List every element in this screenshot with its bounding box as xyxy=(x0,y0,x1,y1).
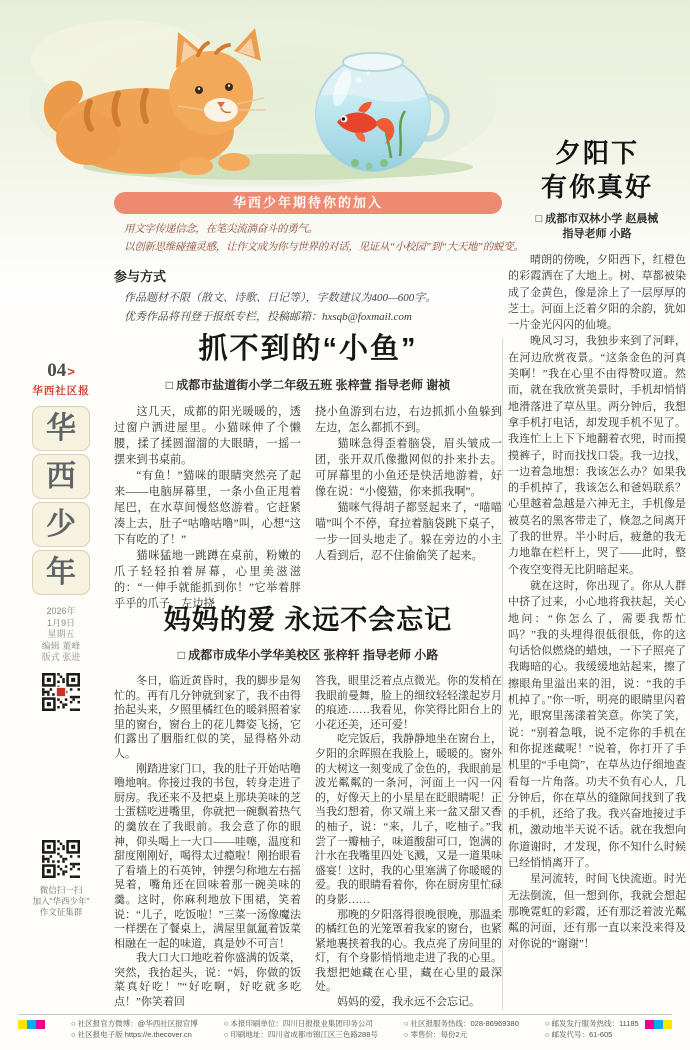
method-line: 优秀作品将刊登于报纸专栏，投稿邮箱：hxsqb@foxmail.com xyxy=(124,310,412,323)
nameplate-character: 年 xyxy=(32,550,90,595)
footer-line: ○ 社区报电子版 https://e.thecover.cn xyxy=(71,1029,192,1039)
article-fish-byline: □ 成都市盐道街小学二年级五班 张梓萱 指导老师 谢祯 xyxy=(165,378,451,392)
invite-banner: 华西少年期待你的加入 xyxy=(114,192,502,214)
paragraph: 晚风习习，我独步来到了河畔，在河边欣赏夜景。“这条金色的河真美啊！”我在心里不由得赞叹道。然而，就在我欣赏美景时，手机却悄悄地滑落进了草丛里。两分钟后，我想拿手机打电话，却发现手机不见了。我连忙上上下下地翻着衣兜，时而摸摸裤子，时而找找口袋。我一边找，一边着急地想：我该怎么办？如果我的手机掉了，我该怎么和爸妈联系？心里越着急越是六神无主，手机像是被莫名的黑客带走了，倏忽之间离开了我的世界。半小时后，疲惫的我无力地靠在栏杆上，哭了——此时，整个夜空变得无比阴暗起来。 xyxy=(508,335,686,576)
paragraph: 猫咪急得歪着脑袋，眉头皱成一团，张开双爪像撒网似的扑来扑去。可屏幕里的小鱼还是快活地游着，好像在说：“小傻猫，你来抓我啊”。 xyxy=(315,438,502,498)
page-number: 04> xyxy=(47,360,75,381)
article-fish-title: 抓不到的“小鱼” xyxy=(198,333,418,365)
article-fish-columns xyxy=(114,404,502,618)
submission-invite xyxy=(114,192,524,326)
column-divider xyxy=(502,338,503,1010)
wechat-qr-block xyxy=(12,840,110,918)
qr-caption-line: 作文征集群 xyxy=(39,907,83,917)
registration-mark xyxy=(36,1020,45,1029)
paragraph: 晴朗的傍晚，夕阳西下，红橙色的彩霞洒在了大地上。树、草都被染成了金黄色，像是涂上了一层厚厚的芝士。河面上泛着夕阳的余韵，犹如一片金光闪闪的仙境。 xyxy=(508,254,686,332)
date-line: 星期五 xyxy=(47,629,75,639)
qr-caption-line: 微信扫一扫 xyxy=(39,885,83,895)
masthead-sidebar xyxy=(12,362,110,711)
footer-line: ○ 邮发代号：61-605 xyxy=(544,1029,613,1039)
registration-mark xyxy=(27,1020,36,1029)
paragraph: 吃完饭后，我静静地坐在窗台上，夕阳的余晖照在我脸上，暖暖的。窗外的大树这一刻变成了金色的，我眼前是波光粼粼的一条河，河面上一闪一闪的，好像天上的小星星在眨眼睛呢！正当我幻想着，你又端上来一盆又甜又香的柚子，说：“来，儿子，吃柚子。”我尝了一瓣柚子，味道酸甜可口，饱满的汁水在我嘴里四处飞溅，又是一道果味盛宴！这时，我的心里塞满了你暖暖的爱。我的眼睛看着你，你在厨房里忙碌的身影…… xyxy=(315,733,502,906)
arrow-icon: > xyxy=(67,364,75,379)
article-sunset-byline: □ 成都市双林小学 赵晨械 指导老师 小路 xyxy=(535,213,659,240)
paragraph: “有鱼！”猫咪的眼睛突然亮了起来——电脑屏幕里，一条小鱼正甩着尾巴，在水草间慢悠悠游着。它赶紧凑上去，肚子“咕噜咕噜”叫，心想“这下有吃的了！” xyxy=(114,470,301,546)
date-line: 2026年 xyxy=(46,606,76,616)
qr-caption xyxy=(12,885,110,918)
masthead-nameplate xyxy=(32,406,90,595)
invite-slogans xyxy=(114,221,524,257)
text-column xyxy=(114,404,301,618)
nameplate-character: 西 xyxy=(32,454,90,499)
article-mom-columns xyxy=(114,674,502,1028)
footer-line: ○ 邮发发行服务热线：11185 xyxy=(544,1019,639,1028)
date-editor-block xyxy=(12,606,110,664)
footer-line: ○ 零售价：每份2元 xyxy=(403,1029,468,1039)
nameplate-character: 华 xyxy=(32,406,90,451)
article-sunset-title: 夕阳下 有你真好 xyxy=(540,138,653,202)
footer-line: ○ 印刷地址：四川省成都市锦江区三色路288号 xyxy=(223,1029,378,1039)
article-mom-title: 妈妈的爱 永远不会忘记 xyxy=(163,605,453,635)
slogan-line: 用文字传递信念，在笔尖流淌奋斗的勇气。 xyxy=(124,224,318,235)
qr-code-community xyxy=(42,673,80,711)
registration-mark xyxy=(654,1020,663,1029)
qr-caption-line: 加入“华西少年” xyxy=(32,896,90,906)
date-line: 版式 张进 xyxy=(41,652,81,662)
registration-marks-right xyxy=(645,1020,672,1029)
slogan-line: 以创新思维碰撞灵感，让作文成为你与世界的对话，见证从“小校园”到“大天地”的蜕变。 xyxy=(124,242,524,253)
registration-marks-left xyxy=(18,1020,45,1029)
footer-line: ○ 社区报服务热线：028-86969380 xyxy=(403,1019,519,1028)
method-title: 参与方式 xyxy=(114,269,167,284)
article-sunset xyxy=(508,136,686,994)
paragraph: 那晚的夕阳落得很晚很晚，那温柔的橘红色的光笼罩着我家的窗台，也紧紧地裹挟着我的心。我点亮了房间里的灯，有个身影悄悄地走进了我的心里。我想把她藏在心里，藏在心里的最深处。 xyxy=(315,908,502,994)
method-lines xyxy=(114,289,502,326)
date-line: 1月9日 xyxy=(46,617,75,628)
nameplate-character: 少 xyxy=(32,502,90,547)
paragraph: 答我，眼里泛着点点微光。你的发梢在我眼前曼舞，脸上的细纹轻轻漾起岁月的痕迹……我看见，你笑得比阳台上的小花还美，还可爱！ xyxy=(315,675,502,731)
footer-col-hotline xyxy=(404,1019,519,1040)
article-mom-byline: □ 成都市成华小学华美校区 张梓轩 指导老师 小路 xyxy=(177,648,439,662)
footer-col-print xyxy=(224,1019,378,1040)
registration-mark xyxy=(18,1020,27,1029)
paragraph: 挠小鱼游到右边，右边抓抓小鱼躲到左边，怎么都抓不到。 xyxy=(315,406,502,434)
page-footer xyxy=(0,1014,690,1040)
article-mom xyxy=(114,598,502,1028)
footer-col-postal xyxy=(545,1019,639,1040)
paragraph: 冬日，临近黄昏时，我的脚步是匆忙的。再有几分钟就到家了，我不由得抬起头来，夕照里橘红色的暖斜照着家里的窗台，窗台上的花儿舞姿飞扬，它们露出了胭脂红似的笑，显得格外动人。 xyxy=(114,675,301,760)
paragraph: 猫咪猛地一跳蹲在桌前，粉嫩的爪子轻轻拍着屏幕，心里美滋滋的：“一伸手就能抓到你！”它举着胖乎乎的爪子，左边挠 xyxy=(114,550,301,610)
text-column xyxy=(315,404,502,618)
article-sunset-body xyxy=(508,252,686,994)
registration-mark xyxy=(645,1020,654,1029)
article-fish xyxy=(114,326,502,618)
paragraph: 刚踏进家门口，我的肚子开始咕噜噜地响。你接过我的书包，转身走进了厨房。我还来不及把桌上那块美味的芝士蛋糕吃进嘴里，你就把一碗飘着热气的羹放在了我眼前。我会意了你的眼神，仰头喝上一大口——哇噻，温度和甜度刚刚好，喝得太过瘾啦！刚抬眼看了看墙上的石英钟，钟摆匀称地左右摇晃着，嘴角还在回味着那一碗美味的羹。这时，你麻利地放下围裙，笑着说：“儿子，吃饭啦！”三菜一汤像魔法一样摆在了餐桌上，满屋里氤氲着饭菜相融在一起的味道，真是妙不可言！ xyxy=(114,762,301,950)
registration-mark xyxy=(663,1020,672,1029)
qr-code-wechat-group xyxy=(42,840,80,878)
text-column xyxy=(114,674,301,1028)
paragraph: 猫咪气得胡子都竖起来了，“喵喵喵”叫个不停，耷拉着脑袋跳下桌子，一步一回头地走了。躲在旁边的小主人看到后，忍不住偷偷笑了起来。 xyxy=(315,502,502,562)
paragraph: 这几天，成都的阳光暖暖的，透过窗户洒进屋里。小猫咪伸了个懒腰，揉了揉圆溜溜的大眼睛，一摇一摆来到书桌前。 xyxy=(114,406,301,466)
paragraph: 就在这时，你出现了。你从人群中挤了过来，小心地将我扶起，关心地问：“你怎么了，需要我帮忙吗？”我的头埋得很低很低，你的这句话恰似燃烧的蜡烛，一下子照亮了我晦暗的心。我缓缓地站起来，擦了擦眼角里溢出来的泪，说：“我的手机掉了。”你一听，明亮的眼睛里闪着光，眼窝里荡漾着笑意。你笑了笑，说：“别着急哦，说不定你的手机在和你捉迷藏呢！”说着，你打开了手机里的“手电筒”，在草丛边仔细地查看每一片角落。功夫不负有心人，几分钟后，你在草丛的缝隙间找到了我的手机，还给了我。我兴奋地接过手机，激动地半天说不话。就在我想向你道谢时，才发现，你不知什么时候已经悄悄离开了。 xyxy=(508,579,686,869)
footer-col-weibo xyxy=(71,1019,198,1040)
cat-fishbowl-illustration xyxy=(28,18,498,186)
paragraph: 妈妈的爱，我永远不会忘记。 xyxy=(337,996,480,1009)
method-line: 作品题材不限（散文、诗歌、日记等），字数建议为400—600字。 xyxy=(124,292,437,304)
date-line: 编辑 董峰 xyxy=(41,640,81,651)
text-column xyxy=(315,674,502,1028)
footer-line: ○ 社区报官方微博：@华西社区报官博 xyxy=(71,1019,198,1028)
paragraph: 我大口大口地吃着你盛满的饭菜，突然，我抬起头，说：“妈，你做的饭菜真好吃！”“好吃啊，好吃就多吃点！”你笑着回 xyxy=(114,952,301,1009)
paragraph: 星河流转，时间飞快流逝。时光无法倒流，但一想到你，我就会想起那晚霓虹的彩霞，还有那泛着波光粼粼的河面，还有那一直以来没来得及对你说的“谢谢”！ xyxy=(508,873,686,951)
footer-line: ○ 本报印刷单位：四川日报报业集团印务公司 xyxy=(223,1019,373,1028)
paper-name: 华西社区报 xyxy=(32,385,90,397)
